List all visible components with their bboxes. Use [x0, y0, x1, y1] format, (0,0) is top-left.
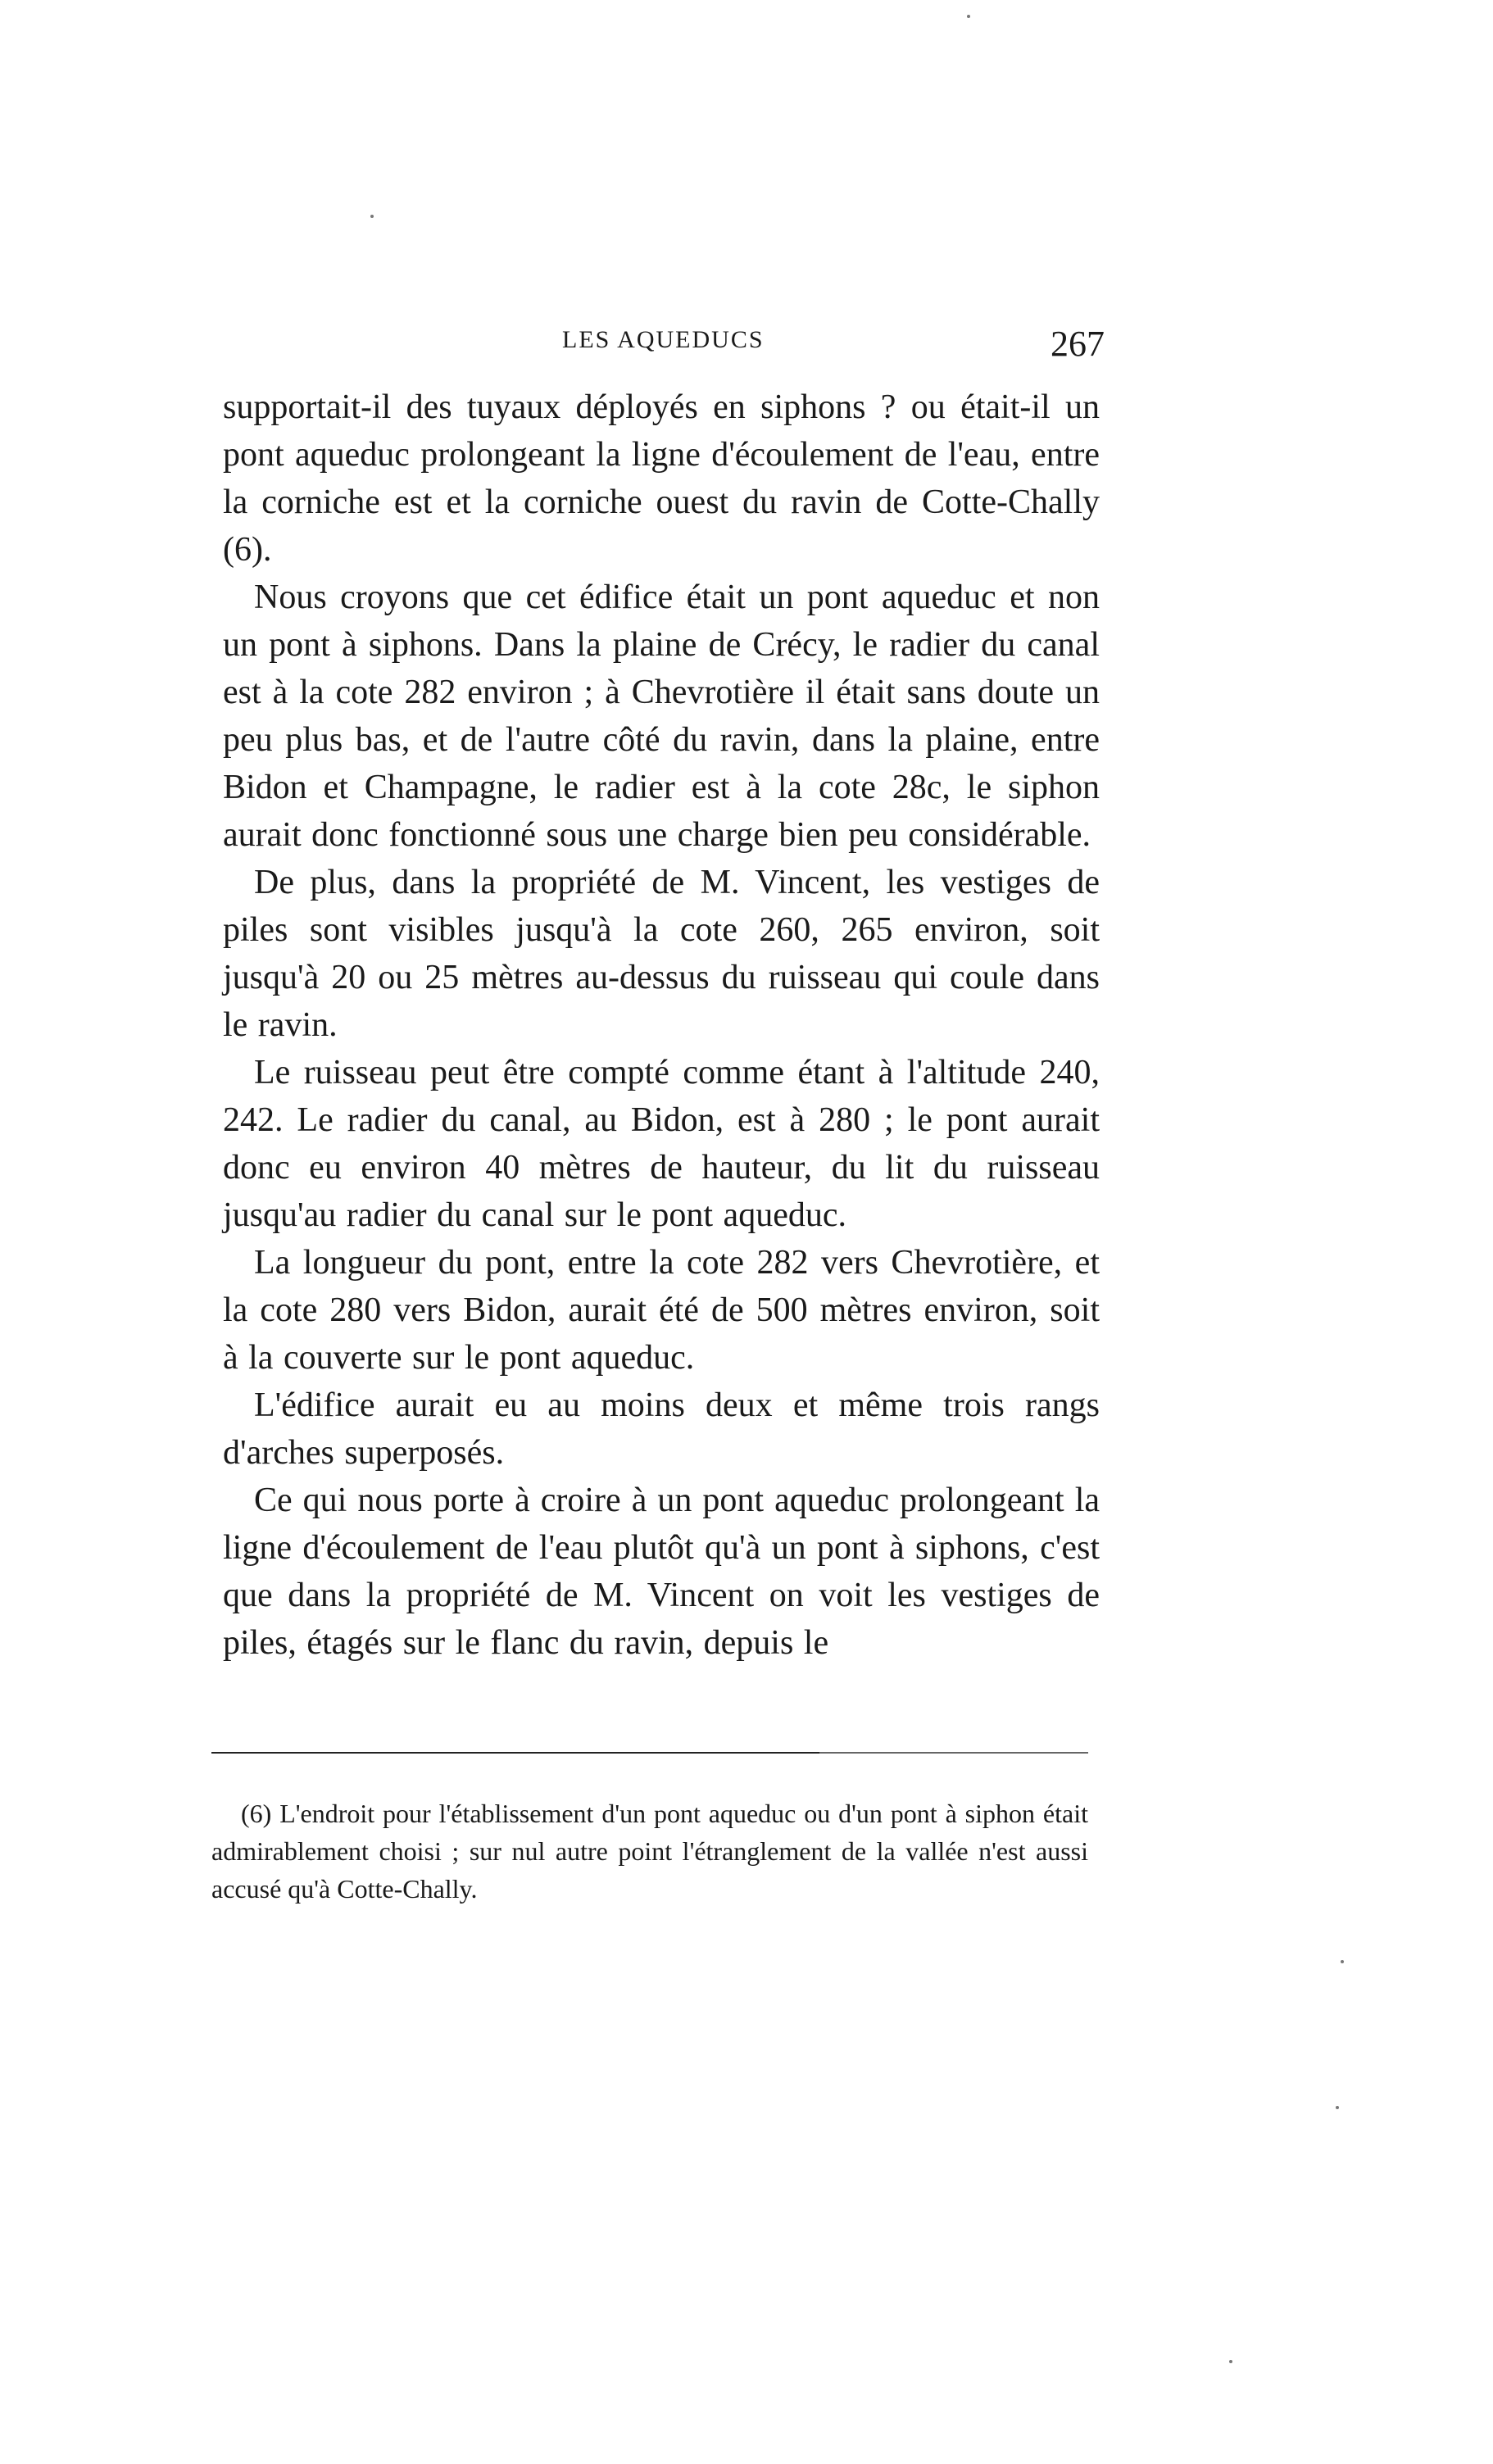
paragraph-1: supportait-il des tuyaux déployés en siphons ? ou était-il un pont aqueduc prolongeant la ligne d'écoulement de l'eau, entre la corniche est et la corniche ouest du ravin de Cotte-Chally (6).	[223, 388, 1100, 569]
scan-speck	[1229, 2360, 1232, 2363]
paragraph-6: L'édifice aurait eu au moins deux et même trois rangs d'arches superposés.	[223, 1386, 1100, 1472]
running-title: LES AQUEDUCS	[562, 326, 765, 353]
body-text	[223, 383, 1100, 1667]
running-head	[220, 324, 1105, 374]
paragraph-5: La longueur du pont, entre la cote 282 vers Chevrotière, et la cote 280 vers Bidon, aurait été de 500 mètres environ, soit à la couverte sur le pont aqueduc.	[223, 1244, 1100, 1377]
paragraph-4: Le ruisseau peut être compté comme étant à l'altitude 240, 242. Le radier du canal, au Bidon, est à 280 ; le pont aurait donc eu environ 40 mètres de hauteur, du lit du ruisseau jusqu'au radier du canal sur le pont aqueduc.	[223, 1054, 1100, 1234]
scan-speck	[967, 15, 970, 18]
footnote: (6) L'endroit pour l'établissement d'un pont aqueduc ou d'un pont à siphon était admirablement choisi ; sur nul autre point l'étranglement de la vallée n'est aussi accusé qu'à Cotte-Chally.	[211, 1799, 1088, 1904]
page-number: 267	[1051, 324, 1105, 364]
paragraph-2: Nous croyons que cet édifice était un pont aqueduc et non un pont à siphons. Dans la plaine de Crécy, le radier du canal est à la cote 282 environ ; à Chevrotière il était sans doute un peu plus bas, et de l'autre côté du ravin, dans la plaine, entre Bidon et Champagne, le radier est à la cote 28c, le siphon aurait donc fonctionné sous une charge bien peu considérable.	[223, 579, 1100, 854]
paragraph-3: De plus, dans la propriété de M. Vincent, les vestiges de piles sont visibles jusqu'à la cote 260, 265 environ, soit jusqu'à 20 ou 25 mètres au-dessus du ruisseau qui coule dans le ravin.	[223, 864, 1100, 1044]
scan-speck	[1341, 1960, 1344, 1963]
scan-speck	[1336, 2106, 1339, 2109]
paragraph-7: Ce qui nous porte à croire à un pont aqueduc prolongeant la ligne d'écoulement de l'eau plutôt qu'à un pont à siphons, c'est que dans la propriété de M. Vincent on voit les vestiges de piles, étagés sur le flanc du ravin, depuis le	[223, 1482, 1100, 1662]
scan-speck	[370, 215, 374, 218]
footnote-rule-secondary	[819, 1752, 1088, 1754]
